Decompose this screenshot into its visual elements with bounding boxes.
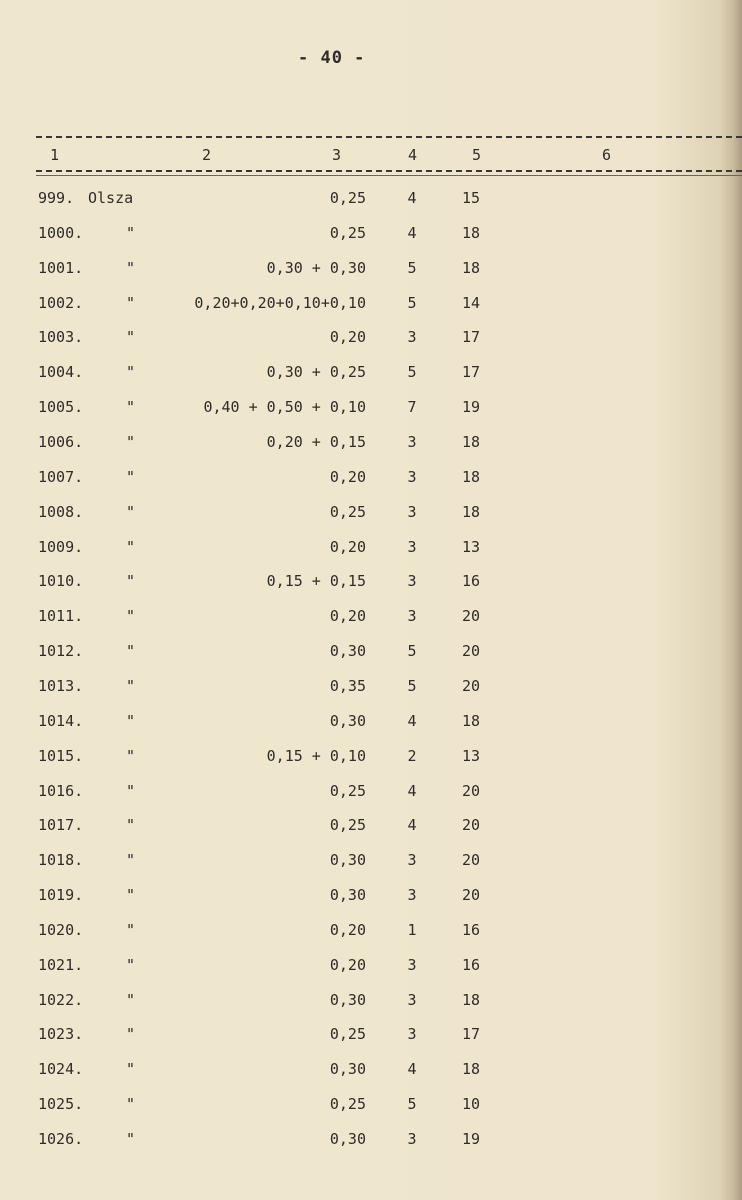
column-header-5: 5	[472, 146, 482, 164]
column-3-value: 0,30	[329, 642, 366, 660]
table-row	[0, 816, 742, 846]
row-number: 1002.	[38, 293, 84, 312]
row-number: 1019.	[38, 886, 84, 904]
column-5-value: 16	[462, 920, 481, 939]
species-name: "	[126, 502, 136, 521]
column-4-value: 5	[407, 363, 417, 382]
table-row	[0, 851, 742, 881]
column-4-value: 3	[407, 433, 417, 451]
species-name: "	[126, 293, 136, 312]
column-5-value: 17	[462, 1025, 481, 1044]
column-5-value: 20	[462, 886, 481, 904]
table-header-rule	[36, 170, 742, 172]
column-5-value: 18	[462, 467, 481, 486]
table-row	[0, 1025, 742, 1055]
column-3-value: 0,30	[329, 990, 366, 1009]
row-number: 1026.	[38, 1130, 84, 1148]
row-number: 1021.	[38, 955, 84, 974]
species-name: "	[126, 1095, 136, 1114]
column-3-value: 0,40 + 0,50 + 0,10	[203, 398, 366, 417]
column-5-value: 17	[462, 328, 481, 347]
table-row	[0, 1060, 742, 1090]
row-number: 1009.	[38, 537, 84, 556]
row-number: 1014.	[38, 711, 84, 730]
column-3-value: 0,25	[329, 816, 366, 835]
row-number: 1016.	[38, 781, 84, 800]
column-4-value: 3	[407, 886, 417, 904]
column-5-value: 19	[462, 1130, 481, 1148]
column-header-4: 4	[408, 146, 418, 164]
table-row	[0, 1095, 742, 1125]
table-top-rule	[36, 136, 742, 138]
column-4-value: 4	[407, 189, 417, 207]
species-name: "	[126, 955, 136, 974]
species-name: "	[126, 328, 136, 347]
column-4-value: 4	[407, 781, 417, 800]
column-4-value: 3	[407, 607, 417, 626]
table-row	[0, 991, 742, 1021]
row-number: 1004.	[38, 363, 84, 382]
column-4-value: 4	[407, 1060, 417, 1079]
column-4-value: 4	[407, 223, 417, 242]
species-name: "	[126, 258, 136, 277]
table-row	[0, 607, 742, 637]
row-number: 1012.	[38, 642, 84, 660]
row-number: 1020.	[38, 920, 84, 939]
species-name: "	[126, 537, 136, 556]
table-row	[0, 677, 742, 707]
species-name: "	[126, 920, 136, 939]
species-name: "	[126, 572, 136, 591]
column-5-value: 18	[462, 711, 481, 730]
species-name: "	[126, 781, 136, 800]
species-name: "	[126, 676, 136, 695]
column-4-value: 3	[407, 502, 417, 521]
column-5-value: 15	[462, 189, 481, 207]
column-3-value: 0,25	[329, 781, 366, 800]
table-row	[0, 886, 742, 916]
row-number: 1024.	[38, 1060, 84, 1079]
table-row	[0, 782, 742, 812]
column-5-value: 18	[462, 223, 481, 242]
column-3-value: 0,30	[329, 1060, 366, 1079]
column-5-value: 14	[462, 293, 481, 312]
column-3-value: 0,30 + 0,25	[266, 363, 366, 382]
row-number: 1008.	[38, 502, 84, 521]
column-3-value: 0,30	[329, 1130, 366, 1148]
column-3-value: 0,20	[329, 955, 366, 974]
table-row	[0, 294, 742, 324]
column-4-value: 5	[407, 1095, 417, 1114]
table-row	[0, 468, 742, 498]
row-number: 1001.	[38, 258, 84, 277]
column-5-value: 20	[462, 816, 481, 835]
column-5-value: 13	[462, 746, 481, 765]
column-5-value: 17	[462, 363, 481, 382]
table-row	[0, 433, 742, 463]
column-4-value: 3	[407, 851, 417, 870]
table-row	[0, 642, 742, 672]
row-number: 1025.	[38, 1095, 84, 1114]
column-4-value: 3	[407, 955, 417, 974]
column-4-value: 3	[407, 537, 417, 556]
column-5-value: 20	[462, 676, 481, 695]
column-3-value: 0,20	[329, 607, 366, 626]
species-name: "	[126, 1060, 136, 1079]
column-3-value: 0,20	[329, 467, 366, 486]
table-row	[0, 572, 742, 602]
column-4-value: 5	[407, 258, 417, 277]
species-name: "	[126, 642, 136, 660]
species-name: "	[126, 467, 136, 486]
table-row	[0, 224, 742, 254]
row-number: 1006.	[38, 433, 84, 451]
column-3-value: 0,20 + 0,15	[266, 433, 366, 451]
column-3-value: 0,30	[329, 711, 366, 730]
column-4-value: 4	[407, 816, 417, 835]
species-name: "	[126, 746, 136, 765]
column-3-value: 0,25	[329, 189, 366, 207]
species-name: "	[126, 607, 136, 626]
row-number: 1003.	[38, 328, 84, 347]
column-3-value: 0,30	[329, 851, 366, 870]
column-4-value: 2	[407, 746, 417, 765]
column-3-value: 0,20	[329, 328, 366, 347]
row-number: 999.	[38, 189, 75, 207]
column-3-value: 0,15 + 0,10	[266, 746, 366, 765]
row-number: 1022.	[38, 990, 84, 1009]
table-row	[0, 538, 742, 568]
row-number: 1023.	[38, 1025, 84, 1044]
column-5-value: 18	[462, 990, 481, 1009]
column-4-value: 1	[407, 920, 417, 939]
column-3-value: 0,15 + 0,15	[266, 572, 366, 591]
column-4-value: 4	[407, 711, 417, 730]
column-4-value: 3	[407, 1130, 417, 1148]
column-header-2: 2	[202, 146, 212, 164]
table-row	[0, 956, 742, 986]
species-name: "	[126, 711, 136, 730]
species-name: "	[126, 1025, 136, 1044]
row-number: 1010.	[38, 572, 84, 591]
column-4-value: 3	[407, 328, 417, 347]
table-row	[0, 747, 742, 777]
row-number: 1005.	[38, 398, 84, 417]
table-row	[0, 189, 742, 219]
column-3-value: 0,35	[329, 676, 366, 695]
column-3-value: 0,25	[329, 1025, 366, 1044]
column-4-value: 5	[407, 642, 417, 660]
column-5-value: 18	[462, 433, 481, 451]
species-name: Olsza	[88, 189, 134, 207]
row-number: 1015.	[38, 746, 84, 765]
row-number: 1013.	[38, 676, 84, 695]
column-5-value: 20	[462, 781, 481, 800]
column-header-6: 6	[602, 146, 612, 164]
column-3-value: 0,20	[329, 537, 366, 556]
column-5-value: 20	[462, 642, 481, 660]
column-5-value: 10	[462, 1095, 481, 1114]
row-number: 1017.	[38, 816, 84, 835]
page-number: - 40 -	[298, 48, 366, 68]
species-name: "	[126, 816, 136, 835]
column-5-value: 20	[462, 851, 481, 870]
table-row	[0, 328, 742, 358]
column-3-value: 0,30 + 0,30	[266, 258, 366, 277]
column-3-value: 0,25	[329, 502, 366, 521]
column-3-value: 0,20	[329, 920, 366, 939]
species-name: "	[126, 433, 136, 451]
table-row	[0, 503, 742, 533]
species-name: "	[126, 223, 136, 242]
species-name: "	[126, 398, 136, 417]
column-4-value: 5	[407, 293, 417, 312]
row-number: 1011.	[38, 607, 84, 626]
column-3-value: 0,30	[329, 886, 366, 904]
column-4-value: 7	[407, 398, 417, 417]
row-number: 1000.	[38, 223, 84, 242]
column-4-value: 5	[407, 676, 417, 695]
column-5-value: 19	[462, 398, 481, 417]
column-header-1: 1	[50, 146, 60, 164]
column-header-3: 3	[332, 146, 342, 164]
column-4-value: 3	[407, 1025, 417, 1044]
column-5-value: 16	[462, 955, 481, 974]
table-row	[0, 259, 742, 289]
table-row	[0, 398, 742, 428]
table-row	[0, 363, 742, 393]
column-4-value: 3	[407, 467, 417, 486]
species-name: "	[126, 990, 136, 1009]
species-name: "	[126, 1130, 136, 1148]
column-5-value: 18	[462, 502, 481, 521]
species-name: "	[126, 363, 136, 382]
table-row	[0, 712, 742, 742]
species-name: "	[126, 886, 136, 904]
row-number: 1007.	[38, 467, 84, 486]
column-4-value: 3	[407, 572, 417, 591]
column-5-value: 18	[462, 1060, 481, 1079]
column-3-value: 0,20+0,20+0,10+0,10	[194, 293, 366, 312]
species-name: "	[126, 851, 136, 870]
column-3-value: 0,25	[329, 1095, 366, 1114]
column-5-value: 13	[462, 537, 481, 556]
column-5-value: 18	[462, 258, 481, 277]
column-5-value: 16	[462, 572, 481, 591]
column-5-value: 20	[462, 607, 481, 626]
table-header-rule-underline	[36, 175, 742, 176]
row-number: 1018.	[38, 851, 84, 870]
table-row	[0, 921, 742, 951]
table-row	[0, 1130, 742, 1160]
column-3-value: 0,25	[329, 223, 366, 242]
column-4-value: 3	[407, 990, 417, 1009]
